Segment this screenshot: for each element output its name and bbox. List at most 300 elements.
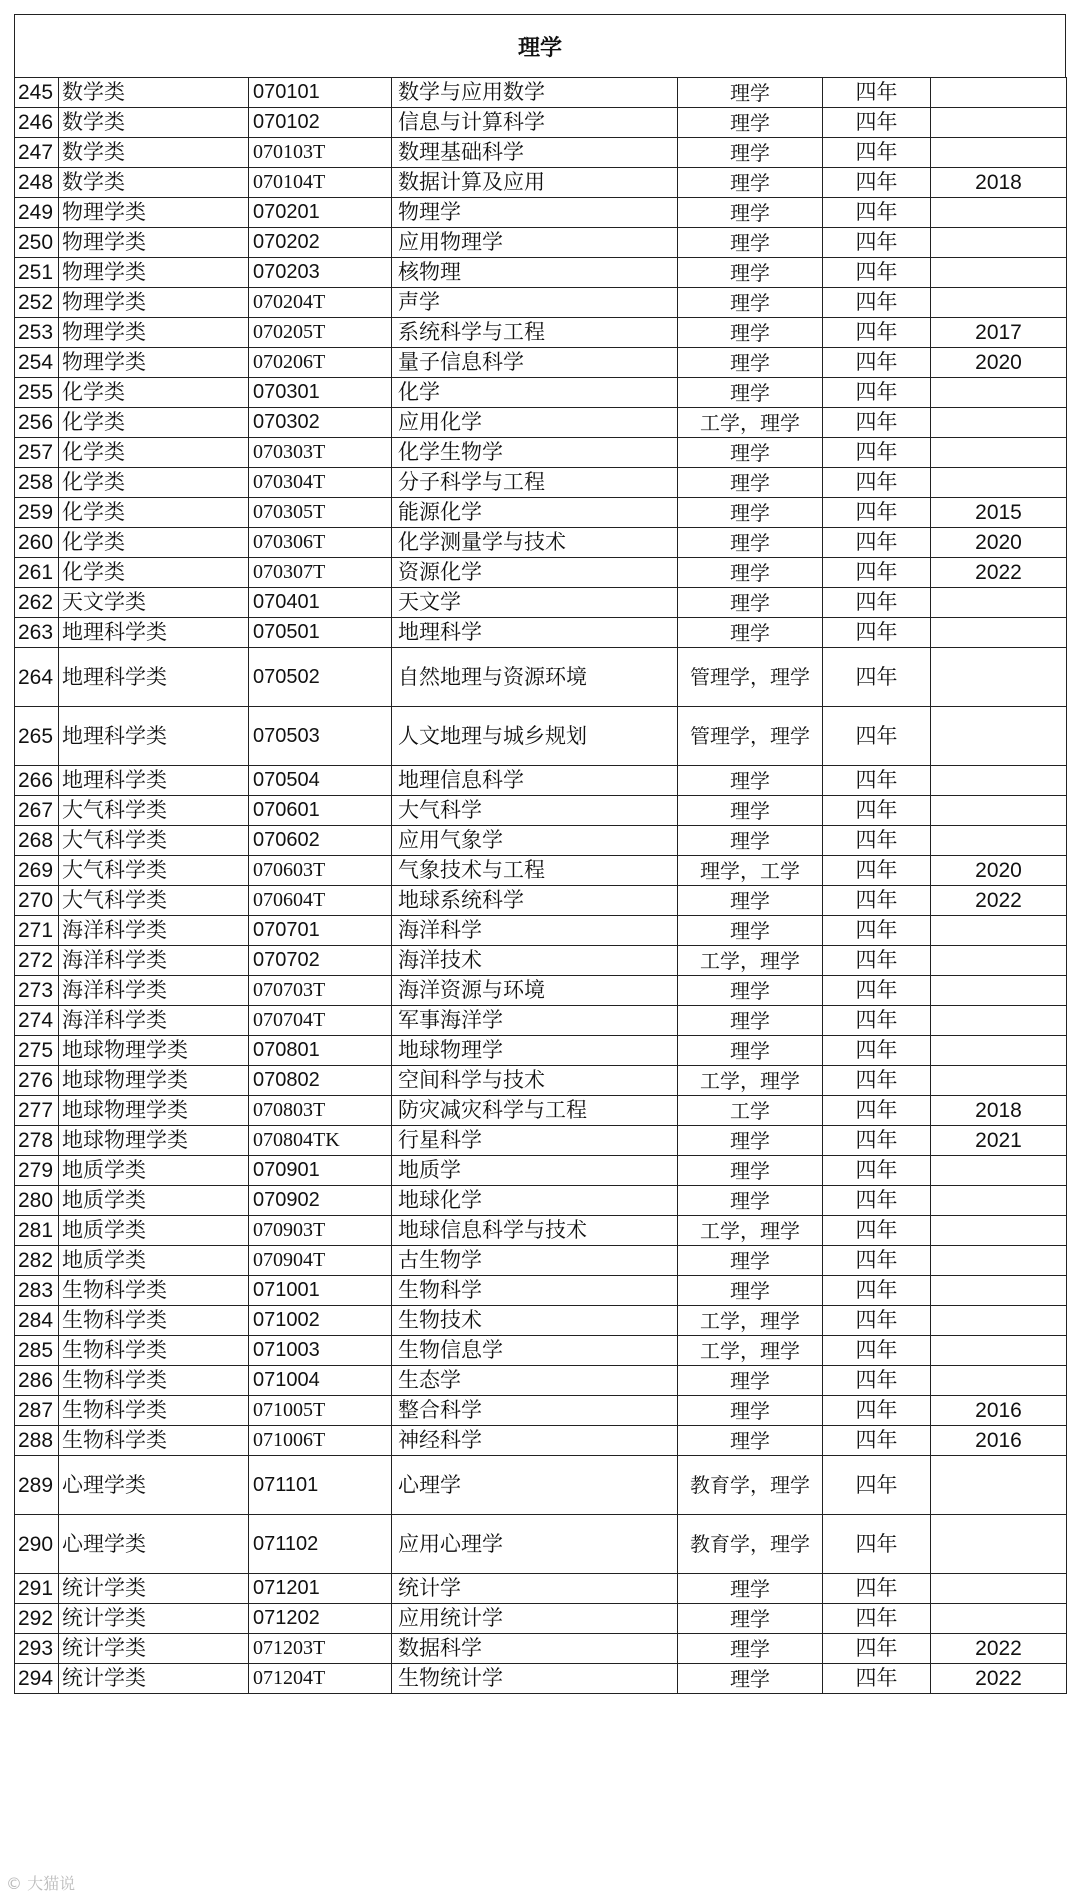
table-row	[15, 588, 1067, 618]
duration-cell: 四年	[823, 946, 931, 976]
code-cell: 070804TK	[249, 1126, 392, 1156]
duration-cell: 四年	[823, 348, 931, 378]
table-row	[15, 1336, 1067, 1366]
table-row	[15, 168, 1067, 198]
duration-cell: 四年	[823, 796, 931, 826]
row-number: 261	[15, 558, 59, 588]
row-number: 251	[15, 258, 59, 288]
degree-cell: 理学	[678, 78, 823, 108]
table-row	[15, 198, 1067, 228]
degree-cell: 理学	[678, 1036, 823, 1066]
row-number: 291	[15, 1574, 59, 1604]
code-cell: 070603T	[249, 856, 392, 886]
category-cell: 生物科学类	[59, 1276, 249, 1306]
major-name-cell: 资源化学	[392, 558, 678, 588]
year-cell	[931, 138, 1067, 168]
code-cell: 070203	[249, 258, 392, 288]
duration-cell: 四年	[823, 528, 931, 558]
category-cell: 化学类	[59, 468, 249, 498]
row-number: 246	[15, 108, 59, 138]
table-row	[15, 826, 1067, 856]
degree-cell: 理学	[678, 796, 823, 826]
duration-cell: 四年	[823, 1216, 931, 1246]
code-cell: 070204T	[249, 288, 392, 318]
major-name-cell: 整合科学	[392, 1396, 678, 1426]
category-cell: 化学类	[59, 438, 249, 468]
code-cell: 070702	[249, 946, 392, 976]
category-cell: 数学类	[59, 108, 249, 138]
code-cell: 070703T	[249, 976, 392, 1006]
code-cell: 070301	[249, 378, 392, 408]
duration-cell: 四年	[823, 1336, 931, 1366]
category-cell: 数学类	[59, 78, 249, 108]
code-cell: 071005T	[249, 1396, 392, 1426]
table-row	[15, 1006, 1067, 1036]
major-name-cell: 数学与应用数学	[392, 78, 678, 108]
code-cell: 070103T	[249, 138, 392, 168]
category-cell: 大气科学类	[59, 826, 249, 856]
category-cell: 海洋科学类	[59, 946, 249, 976]
year-cell	[931, 1246, 1067, 1276]
major-name-cell: 数据计算及应用	[392, 168, 678, 198]
category-cell: 心理学类	[59, 1456, 249, 1515]
table-row	[15, 1306, 1067, 1336]
degree-cell: 理学	[678, 498, 823, 528]
code-cell: 071002	[249, 1306, 392, 1336]
year-cell	[931, 198, 1067, 228]
table-row	[15, 1426, 1067, 1456]
year-cell	[931, 826, 1067, 856]
duration-cell: 四年	[823, 198, 931, 228]
year-cell	[931, 78, 1067, 108]
degree-cell: 理学	[678, 198, 823, 228]
major-name-cell: 地理信息科学	[392, 766, 678, 796]
code-cell: 070501	[249, 618, 392, 648]
degree-cell: 理学	[678, 108, 823, 138]
degree-cell: 理学	[678, 168, 823, 198]
degree-cell: 工学，理学	[678, 408, 823, 438]
table-row	[15, 1216, 1067, 1246]
duration-cell: 四年	[823, 138, 931, 168]
category-cell: 地理科学类	[59, 707, 249, 766]
duration-cell: 四年	[823, 1156, 931, 1186]
row-number: 248	[15, 168, 59, 198]
duration-cell: 四年	[823, 228, 931, 258]
code-cell: 070307T	[249, 558, 392, 588]
duration-cell: 四年	[823, 1096, 931, 1126]
code-cell: 071003	[249, 1336, 392, 1366]
code-cell: 070305T	[249, 498, 392, 528]
row-number: 250	[15, 228, 59, 258]
row-number: 255	[15, 378, 59, 408]
row-number: 245	[15, 78, 59, 108]
year-cell	[931, 1186, 1067, 1216]
year-cell	[931, 408, 1067, 438]
year-cell: 2020	[931, 856, 1067, 886]
table-row	[15, 228, 1067, 258]
row-number: 258	[15, 468, 59, 498]
category-cell: 地球物理学类	[59, 1096, 249, 1126]
code-cell: 070202	[249, 228, 392, 258]
degree-cell: 工学	[678, 1096, 823, 1126]
degree-cell: 理学	[678, 1276, 823, 1306]
category-cell: 统计学类	[59, 1634, 249, 1664]
major-name-cell: 核物理	[392, 258, 678, 288]
major-name-cell: 应用统计学	[392, 1604, 678, 1634]
code-cell: 070104T	[249, 168, 392, 198]
row-number: 284	[15, 1306, 59, 1336]
year-cell	[931, 946, 1067, 976]
year-cell	[931, 976, 1067, 1006]
year-cell: 2017	[931, 318, 1067, 348]
document-page	[14, 14, 1066, 1694]
code-cell: 070701	[249, 916, 392, 946]
duration-cell: 四年	[823, 766, 931, 796]
major-name-cell: 统计学	[392, 1574, 678, 1604]
duration-cell: 四年	[823, 1604, 931, 1634]
year-cell	[931, 228, 1067, 258]
category-cell: 物理学类	[59, 228, 249, 258]
degree-cell: 理学	[678, 1366, 823, 1396]
category-cell: 生物科学类	[59, 1396, 249, 1426]
table-row	[15, 1456, 1067, 1515]
row-number: 257	[15, 438, 59, 468]
category-cell: 生物科学类	[59, 1426, 249, 1456]
category-cell: 生物科学类	[59, 1306, 249, 1336]
duration-cell: 四年	[823, 1276, 931, 1306]
category-cell: 大气科学类	[59, 886, 249, 916]
row-number: 276	[15, 1066, 59, 1096]
major-name-cell: 生态学	[392, 1366, 678, 1396]
year-cell	[931, 1066, 1067, 1096]
category-cell: 统计学类	[59, 1604, 249, 1634]
table-body	[15, 78, 1067, 1694]
table-row	[15, 1366, 1067, 1396]
major-name-cell: 海洋技术	[392, 946, 678, 976]
code-cell: 071101	[249, 1456, 392, 1515]
row-number: 280	[15, 1186, 59, 1216]
duration-cell: 四年	[823, 1066, 931, 1096]
major-name-cell: 应用物理学	[392, 228, 678, 258]
duration-cell: 四年	[823, 498, 931, 528]
duration-cell: 四年	[823, 1246, 931, 1276]
major-name-cell: 数据科学	[392, 1634, 678, 1664]
table-row	[15, 348, 1067, 378]
table-row	[15, 1276, 1067, 1306]
degree-cell: 工学，理学	[678, 946, 823, 976]
degree-cell: 工学，理学	[678, 1066, 823, 1096]
row-number: 247	[15, 138, 59, 168]
major-name-cell: 地质学	[392, 1156, 678, 1186]
category-cell: 物理学类	[59, 288, 249, 318]
major-name-cell: 应用心理学	[392, 1515, 678, 1574]
duration-cell: 四年	[823, 258, 931, 288]
category-cell: 地球物理学类	[59, 1126, 249, 1156]
table-row	[15, 528, 1067, 558]
row-number: 278	[15, 1126, 59, 1156]
major-name-cell: 化学生物学	[392, 438, 678, 468]
row-number: 275	[15, 1036, 59, 1066]
category-cell: 统计学类	[59, 1574, 249, 1604]
year-cell	[931, 258, 1067, 288]
year-cell	[931, 1336, 1067, 1366]
category-cell: 地质学类	[59, 1246, 249, 1276]
major-name-cell: 天文学	[392, 588, 678, 618]
row-number: 253	[15, 318, 59, 348]
degree-cell: 理学，工学	[678, 856, 823, 886]
table-row	[15, 558, 1067, 588]
row-number: 294	[15, 1664, 59, 1694]
code-cell: 071203T	[249, 1634, 392, 1664]
duration-cell: 四年	[823, 378, 931, 408]
duration-cell: 四年	[823, 1006, 931, 1036]
code-cell: 070901	[249, 1156, 392, 1186]
degree-cell: 理学	[678, 1574, 823, 1604]
code-cell: 070704T	[249, 1006, 392, 1036]
major-name-cell: 人文地理与城乡规划	[392, 707, 678, 766]
code-cell: 070206T	[249, 348, 392, 378]
table-row	[15, 1246, 1067, 1276]
degree-cell: 理学	[678, 886, 823, 916]
row-number: 279	[15, 1156, 59, 1186]
duration-cell: 四年	[823, 707, 931, 766]
degree-cell: 理学	[678, 1006, 823, 1036]
degree-cell: 工学，理学	[678, 1336, 823, 1366]
degree-cell: 理学	[678, 258, 823, 288]
table-row	[15, 1515, 1067, 1574]
major-name-cell: 分子科学与工程	[392, 468, 678, 498]
code-cell: 071006T	[249, 1426, 392, 1456]
category-cell: 地球物理学类	[59, 1066, 249, 1096]
major-name-cell: 海洋科学	[392, 916, 678, 946]
code-cell: 070604T	[249, 886, 392, 916]
degree-cell: 理学	[678, 138, 823, 168]
major-name-cell: 生物信息学	[392, 1336, 678, 1366]
table-row	[15, 138, 1067, 168]
table-row	[15, 796, 1067, 826]
degree-cell: 教育学，理学	[678, 1456, 823, 1515]
row-number: 252	[15, 288, 59, 318]
year-cell: 2022	[931, 1634, 1067, 1664]
year-cell	[931, 1515, 1067, 1574]
row-number: 286	[15, 1366, 59, 1396]
code-cell: 070904T	[249, 1246, 392, 1276]
year-cell	[931, 766, 1067, 796]
degree-cell: 理学	[678, 1156, 823, 1186]
code-cell: 070205T	[249, 318, 392, 348]
duration-cell: 四年	[823, 1036, 931, 1066]
table-row	[15, 1036, 1067, 1066]
year-cell: 2022	[931, 1664, 1067, 1694]
category-cell: 大气科学类	[59, 796, 249, 826]
code-cell: 070601	[249, 796, 392, 826]
duration-cell: 四年	[823, 1306, 931, 1336]
year-cell	[931, 1006, 1067, 1036]
table-row	[15, 976, 1067, 1006]
row-number: 289	[15, 1456, 59, 1515]
degree-cell: 理学	[678, 1186, 823, 1216]
major-name-cell: 化学	[392, 378, 678, 408]
degree-cell: 理学	[678, 378, 823, 408]
year-cell	[931, 1306, 1067, 1336]
row-number: 267	[15, 796, 59, 826]
row-number: 260	[15, 528, 59, 558]
degree-cell: 理学	[678, 1246, 823, 1276]
category-cell: 地质学类	[59, 1216, 249, 1246]
table-row	[15, 618, 1067, 648]
major-name-cell: 海洋资源与环境	[392, 976, 678, 1006]
duration-cell: 四年	[823, 648, 931, 707]
category-cell: 大气科学类	[59, 856, 249, 886]
year-cell: 2018	[931, 1096, 1067, 1126]
category-cell: 心理学类	[59, 1515, 249, 1574]
degree-cell: 理学	[678, 558, 823, 588]
duration-cell: 四年	[823, 1426, 931, 1456]
row-number: 277	[15, 1096, 59, 1126]
year-cell	[931, 1456, 1067, 1515]
code-cell: 071202	[249, 1604, 392, 1634]
year-cell	[931, 707, 1067, 766]
degree-cell: 理学	[678, 1664, 823, 1694]
code-cell: 071102	[249, 1515, 392, 1574]
page-title: 理学	[14, 14, 1066, 77]
year-cell	[931, 1574, 1067, 1604]
duration-cell: 四年	[823, 78, 931, 108]
degree-cell: 理学	[678, 826, 823, 856]
duration-cell: 四年	[823, 1366, 931, 1396]
duration-cell: 四年	[823, 318, 931, 348]
table-row	[15, 1096, 1067, 1126]
major-name-cell: 地球信息科学与技术	[392, 1216, 678, 1246]
category-cell: 数学类	[59, 138, 249, 168]
degree-cell: 理学	[678, 348, 823, 378]
major-name-cell: 军事海洋学	[392, 1006, 678, 1036]
degree-cell: 管理学，理学	[678, 648, 823, 707]
category-cell: 地质学类	[59, 1186, 249, 1216]
degree-cell: 理学	[678, 228, 823, 258]
major-name-cell: 声学	[392, 288, 678, 318]
major-name-cell: 气象技术与工程	[392, 856, 678, 886]
year-cell: 2021	[931, 1126, 1067, 1156]
row-number: 283	[15, 1276, 59, 1306]
duration-cell: 四年	[823, 558, 931, 588]
major-name-cell: 应用化学	[392, 408, 678, 438]
major-name-cell: 行星科学	[392, 1126, 678, 1156]
duration-cell: 四年	[823, 1574, 931, 1604]
row-number: 271	[15, 916, 59, 946]
major-name-cell: 古生物学	[392, 1246, 678, 1276]
degree-cell: 理学	[678, 976, 823, 1006]
degree-cell: 理学	[678, 438, 823, 468]
year-cell	[931, 1156, 1067, 1186]
year-cell: 2016	[931, 1426, 1067, 1456]
year-cell	[931, 796, 1067, 826]
major-name-cell: 自然地理与资源环境	[392, 648, 678, 707]
code-cell: 070303T	[249, 438, 392, 468]
code-cell: 070902	[249, 1186, 392, 1216]
category-cell: 化学类	[59, 558, 249, 588]
row-number: 292	[15, 1604, 59, 1634]
degree-cell: 理学	[678, 318, 823, 348]
category-cell: 数学类	[59, 168, 249, 198]
year-cell: 2016	[931, 1396, 1067, 1426]
major-name-cell: 神经科学	[392, 1426, 678, 1456]
year-cell: 2022	[931, 558, 1067, 588]
row-number: 290	[15, 1515, 59, 1574]
table-row	[15, 766, 1067, 796]
year-cell: 2018	[931, 168, 1067, 198]
table-row	[15, 1634, 1067, 1664]
major-name-cell: 信息与计算科学	[392, 108, 678, 138]
duration-cell: 四年	[823, 288, 931, 318]
category-cell: 物理学类	[59, 198, 249, 228]
table-row	[15, 1156, 1067, 1186]
row-number: 274	[15, 1006, 59, 1036]
table-row	[15, 378, 1067, 408]
degree-cell: 教育学，理学	[678, 1515, 823, 1574]
code-cell: 070302	[249, 408, 392, 438]
year-cell	[931, 378, 1067, 408]
category-cell: 化学类	[59, 378, 249, 408]
degree-cell: 理学	[678, 588, 823, 618]
row-number: 270	[15, 886, 59, 916]
degree-cell: 理学	[678, 1126, 823, 1156]
duration-cell: 四年	[823, 408, 931, 438]
duration-cell: 四年	[823, 168, 931, 198]
code-cell: 070801	[249, 1036, 392, 1066]
year-cell	[931, 108, 1067, 138]
year-cell: 2020	[931, 528, 1067, 558]
major-name-cell: 生物科学	[392, 1276, 678, 1306]
watermark: © 大猫说	[6, 1874, 76, 1893]
table-row	[15, 108, 1067, 138]
duration-cell: 四年	[823, 1186, 931, 1216]
code-cell: 070201	[249, 198, 392, 228]
major-name-cell: 生物统计学	[392, 1664, 678, 1694]
major-name-cell: 防灾减灾科学与工程	[392, 1096, 678, 1126]
code-cell: 071004	[249, 1366, 392, 1396]
duration-cell: 四年	[823, 916, 931, 946]
table-row	[15, 1066, 1067, 1096]
degree-cell: 理学	[678, 1634, 823, 1664]
category-cell: 统计学类	[59, 1664, 249, 1694]
degree-cell: 理学	[678, 1426, 823, 1456]
table-row	[15, 1574, 1067, 1604]
degree-cell: 工学，理学	[678, 1306, 823, 1336]
code-cell: 070304T	[249, 468, 392, 498]
degree-cell: 理学	[678, 916, 823, 946]
category-cell: 地理科学类	[59, 766, 249, 796]
category-cell: 化学类	[59, 528, 249, 558]
category-cell: 物理学类	[59, 258, 249, 288]
duration-cell: 四年	[823, 1664, 931, 1694]
major-name-cell: 化学测量学与技术	[392, 528, 678, 558]
code-cell: 070401	[249, 588, 392, 618]
table-row	[15, 498, 1067, 528]
duration-cell: 四年	[823, 1634, 931, 1664]
degree-cell: 理学	[678, 1396, 823, 1426]
code-cell: 070102	[249, 108, 392, 138]
category-cell: 地球物理学类	[59, 1036, 249, 1066]
degree-cell: 理学	[678, 468, 823, 498]
table-row	[15, 78, 1067, 108]
degree-cell: 工学，理学	[678, 1216, 823, 1246]
year-cell	[931, 1276, 1067, 1306]
table-row	[15, 648, 1067, 707]
row-number: 268	[15, 826, 59, 856]
year-cell: 2022	[931, 886, 1067, 916]
table-row	[15, 438, 1067, 468]
